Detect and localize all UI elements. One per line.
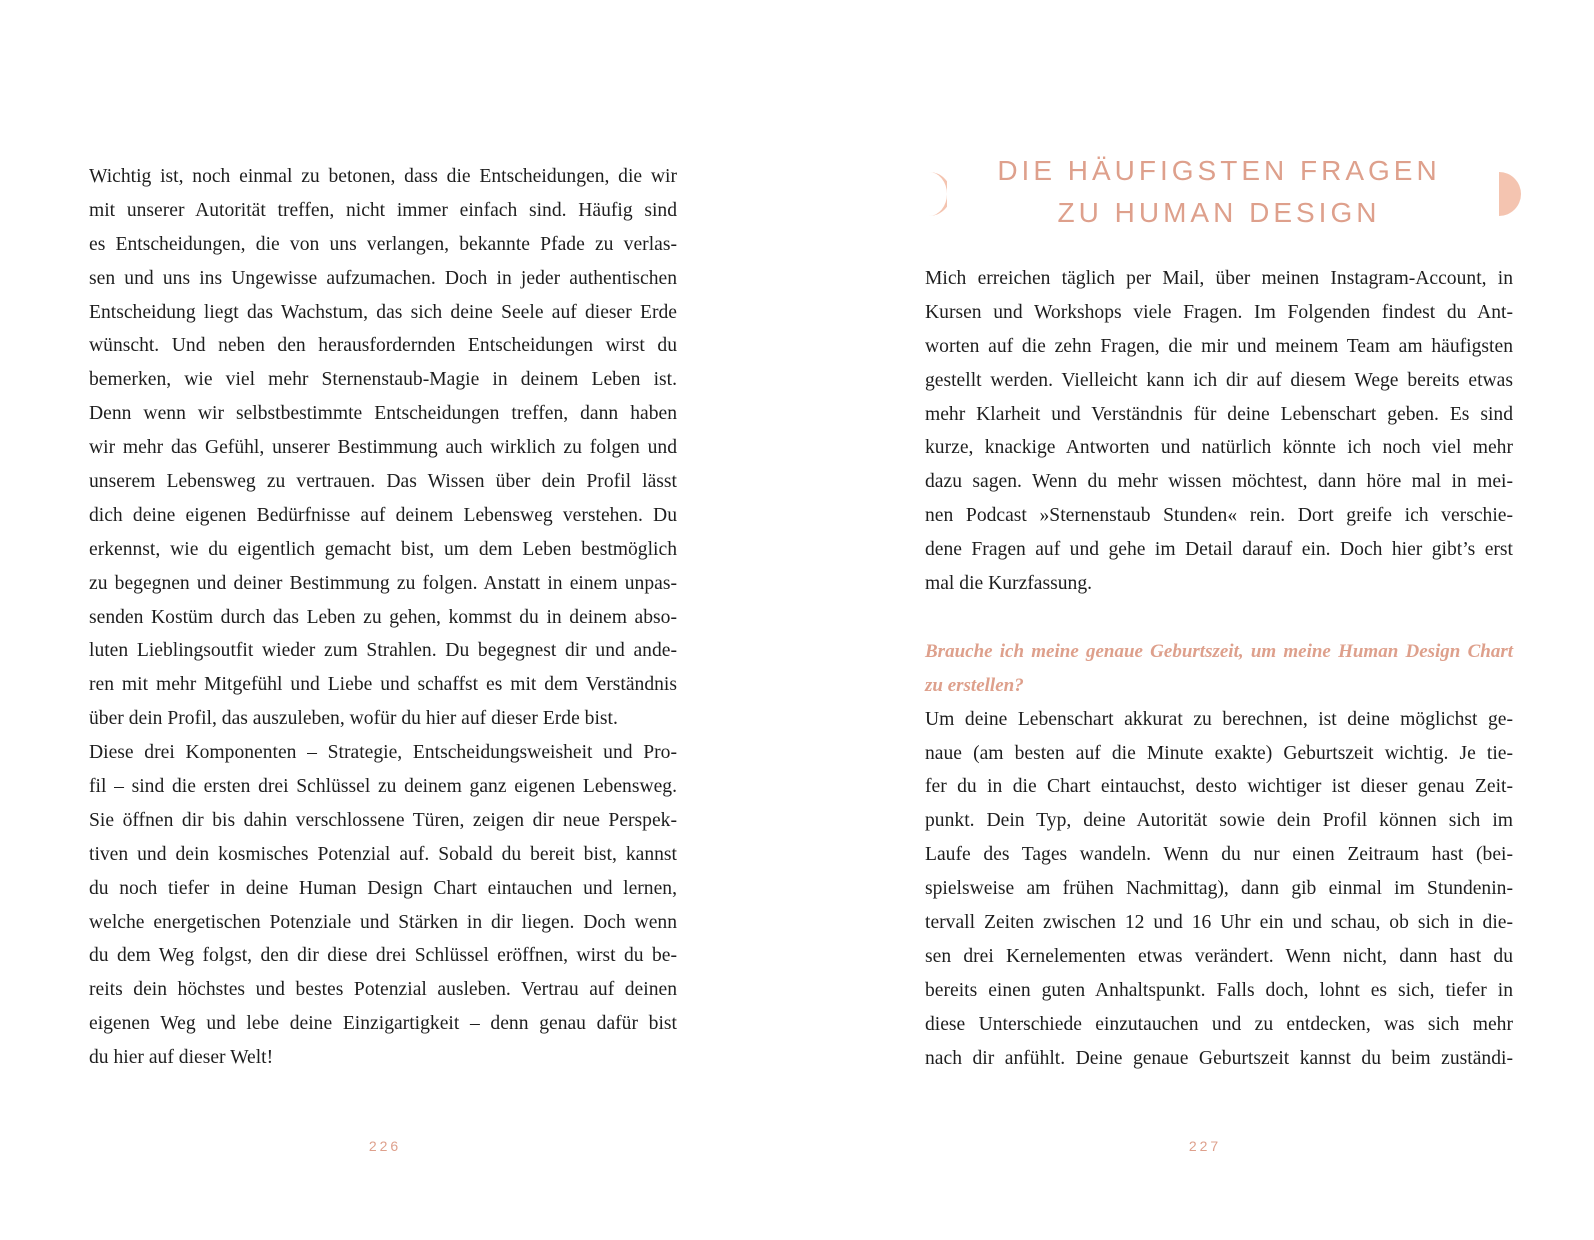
question-line: zu erstellen? xyxy=(925,674,1024,696)
text-line: bereits einen guten Anhaltspunkt. Falls doch, lohnt es sich, tiefer in xyxy=(925,979,1513,1001)
chapter-heading xyxy=(925,150,1513,240)
chapter-title xyxy=(985,150,1453,234)
text-line: es Entscheidungen, die von uns verlangen, bekannte Pfade zu verlas- xyxy=(89,233,677,255)
chapter-title-line: DIE HÄUFIGSTEN FRAGEN xyxy=(997,155,1441,186)
text-line: wir mehr das Gefühl, unserer Bestimmung auch wirklich zu folgen und xyxy=(89,437,677,459)
paragraph-gap xyxy=(925,601,1513,635)
text-line: Wichtig ist, noch einmal zu betonen, dass die Entscheidungen, die wir xyxy=(89,166,677,187)
text-line: Sie öffnen dir bis dahin verschlossene Türen, zeigen dir neue Perspek- xyxy=(89,809,677,831)
text-line: eigenen Weg und lebe deine Einzigartigkeit – denn genau dafür bist xyxy=(89,1013,677,1035)
text-line: tiven und dein kosmisches Potenzial auf. Sobald du bereit bist, kannst xyxy=(89,843,677,865)
crescent-moon-icon xyxy=(925,172,947,216)
text-line: senden Kostüm durch das Leben zu gehen, kommst du in deinem abso- xyxy=(89,606,677,628)
text-line: zu begegnen und deiner Bestimmung zu folgen. Anstatt in einem unpas- xyxy=(89,572,677,594)
text-line: über dein Profil, das auszuleben, wofür du hier auf dieser Erde bist. xyxy=(89,708,618,730)
body-text xyxy=(925,262,1513,1075)
half-moon-icon xyxy=(1499,172,1521,216)
text-line: Mich erreichen täglich per Mail, über meinen Instagram-Account, in xyxy=(925,268,1513,289)
text-line: bemerken, wie viel mehr Sternenstaub-Magie in deinem Leben ist. xyxy=(89,369,677,391)
text-line: du noch tiefer in deine Human Design Chart eintauchen und lernen, xyxy=(89,877,677,899)
text-line: sen und uns ins Ungewisse aufzumachen. Doch in jeder authentischen xyxy=(89,267,677,289)
text-line: du dem Weg folgst, den dir diese drei Schlüssel eröffnen, wirst du be- xyxy=(89,945,677,967)
right-page xyxy=(797,0,1594,1240)
text-line: mal die Kurzfassung. xyxy=(925,573,1093,595)
text-line: Kursen und Workshops viele Fragen. Im Folgenden findest du Ant- xyxy=(925,301,1513,323)
text-line: spielsweise am frühen Nachmittag), dann gib einmal im Stundenin- xyxy=(925,878,1513,900)
text-line: nen Podcast »Sternenstaub Stunden« rein. Dort greife ich verschie- xyxy=(925,505,1513,527)
text-line: Denn wenn wir selbstbestimmte Entscheidungen treffen, dann haben xyxy=(89,403,677,425)
text-line: naue (am besten auf die Minute exakte) Geburtszeit wichtig. Je tie- xyxy=(925,742,1513,764)
page-number: 227 xyxy=(1188,1138,1222,1154)
body-text xyxy=(89,160,677,1075)
text-line: unserem Lebensweg zu vertrauen. Das Wissen über dein Profil lässt xyxy=(89,471,677,493)
text-line: Laufe des Tages wandeln. Wenn du nur einen Zeitraum hast (bei- xyxy=(925,844,1513,866)
question-line: Brauche ich meine genaue Geburtszeit, um meine Human Design Chart xyxy=(925,640,1513,662)
text-line: worten auf die zehn Fragen, die mir und meinem Team am häufigsten xyxy=(925,335,1513,357)
text-line: ren mit mehr Mitgefühl und Liebe und schaffst es mit dem Verständnis xyxy=(89,674,677,696)
text-line: mit unserer Autorität treffen, nicht immer einfach sind. Häufig sind xyxy=(89,199,677,221)
text-line: mehr Klarheit und Verständnis für deine Lebenschart geben. Es sind xyxy=(925,403,1513,425)
text-line: kurze, knackige Antworten und natürlich könnte ich noch viel mehr xyxy=(925,437,1513,459)
text-line: Um deine Lebenschart akkurat zu berechnen, ist deine möglichst ge- xyxy=(925,708,1513,730)
text-line: diese Unterschiede einzutauchen und zu entdecken, was sich mehr xyxy=(925,1013,1513,1035)
text-line: gestellt werden. Vielleicht kann ich dir auf diesem Wege bereits etwas xyxy=(925,369,1513,391)
text-line: wünscht. Und neben den herausfordernden Entscheidungen wirst du xyxy=(89,335,677,357)
text-line: du hier auf dieser Welt! xyxy=(89,1047,274,1069)
chapter-title-line: ZU HUMAN DESIGN xyxy=(1057,197,1381,228)
text-line: tervall Zeiten zwischen 12 und 16 Uhr ein und schau, ob sich in die- xyxy=(925,912,1513,934)
text-line: dene Fragen auf und gehe im Detail darauf ein. Doch hier gibt’s erst xyxy=(925,539,1513,561)
page-number: 226 xyxy=(368,1138,402,1154)
text-line: fer du in die Chart eintauchst, desto wichtiger ist dieser genau Zeit- xyxy=(925,776,1513,798)
text-line: Diese drei Komponenten – Strategie, Entscheidungsweisheit und Pro- xyxy=(89,742,677,764)
text-line: fil – sind die ersten drei Schlüssel zu deinem ganz eigenen Lebensweg. xyxy=(89,776,677,798)
text-line: nach dir anfühlt. Deine genaue Geburtszeit kannst du beim zuständi- xyxy=(925,1047,1513,1069)
text-line: punkt. Dein Typ, deine Autorität sowie dein Profil können sich im xyxy=(925,810,1513,832)
text-line: Entscheidung liegt das Wachstum, das sich deine Seele auf dieser Erde xyxy=(89,301,677,323)
text-line: dazu sagen. Wenn du mehr wissen möchtest, dann höre mal in mei- xyxy=(925,471,1513,493)
text-line: welche energetischen Potenziale und Stärken in dir liegen. Doch wenn xyxy=(89,911,677,933)
text-line: dich deine eigenen Bedürfnisse auf deinem Lebensweg verstehen. Du xyxy=(89,504,677,526)
text-line: erkennst, wie du eigentlich gemacht bist, um dem Leben bestmöglich xyxy=(89,538,677,560)
text-line: reits dein höchstes und bestes Potenzial ausleben. Vertrau auf deinen xyxy=(89,979,677,1001)
text-line: luten Lieblingsoutfit wieder zum Strahlen. Du begegnest dir und ande- xyxy=(89,640,677,662)
text-line: sen drei Kernelementen etwas verändert. Wenn nicht, dann hast du xyxy=(925,945,1513,967)
